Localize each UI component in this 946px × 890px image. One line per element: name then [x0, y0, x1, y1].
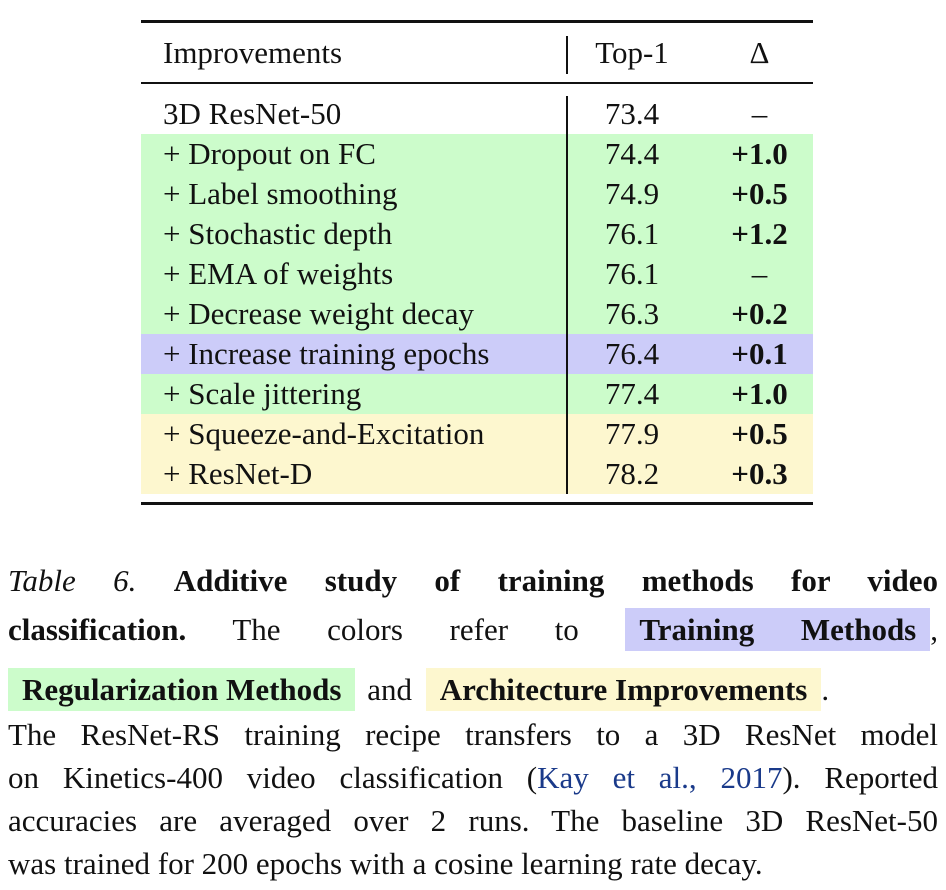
caption-line5-post: ). Reported	[782, 760, 938, 795]
table-row	[141, 334, 813, 374]
row-top1: 73.4	[604, 96, 660, 131]
row-top1: 74.4	[604, 136, 660, 171]
caption-intro: The colors refer to	[232, 612, 579, 647]
table-row	[141, 174, 813, 214]
caption-line-6: accuracies are averaged over 2 runs. The baseline 3D ResNet-50	[8, 803, 938, 838]
caption-line-4: The ResNet-RS training recipe transfers to a 3D ResNet model	[8, 717, 938, 752]
caption-line-2	[8, 609, 938, 651]
row-top1: 76.3	[604, 296, 660, 331]
row-delta: +1.2	[731, 216, 788, 251]
table-header-row	[141, 33, 813, 73]
row-top1: 76.1	[604, 256, 660, 291]
caption-line5-pre: on Kinetics-400 video classification (	[8, 760, 538, 795]
legend-chip-training: Training Methods	[625, 608, 930, 651]
row-delta: +0.2	[731, 296, 788, 331]
row-delta: –	[751, 256, 768, 291]
row-top1: 76.4	[604, 336, 660, 371]
row-delta: +0.5	[731, 176, 788, 211]
row-delta: +0.5	[731, 416, 788, 451]
row-name: + Increase training epochs	[163, 336, 490, 371]
row-name: + Scale jittering	[163, 376, 362, 411]
caption-line-3	[8, 669, 938, 711]
table-header-rule	[141, 82, 813, 84]
legend-chip-architecture: Architecture Improvements	[426, 668, 822, 711]
header-column-divider	[566, 36, 568, 74]
row-name: 3D ResNet-50	[163, 96, 342, 131]
caption-label: Table 6.	[8, 563, 137, 598]
caption-line-7: was trained for 200 epochs with a cosine learning rate decay.	[8, 846, 763, 881]
row-name: + Decrease weight decay	[163, 296, 474, 331]
legend-chip-regularization: Regularization Methods	[8, 668, 355, 711]
header-improvements: Improvements	[163, 35, 343, 70]
row-delta: +0.3	[731, 456, 788, 491]
row-top1: 77.9	[604, 416, 660, 451]
caption-period: .	[821, 672, 830, 707]
table-top-rule	[141, 20, 813, 23]
row-top1: 74.9	[604, 176, 660, 211]
row-name: + Stochastic depth	[163, 216, 393, 251]
row-delta: –	[751, 96, 768, 131]
row-name: + Squeeze-and-Excitation	[163, 416, 485, 451]
caption-and: and	[367, 672, 412, 707]
row-name: + EMA of weights	[163, 256, 394, 291]
table-row	[141, 374, 813, 414]
table-row	[141, 454, 813, 494]
row-delta: +1.0	[731, 376, 788, 411]
header-top1: Top-1	[595, 35, 669, 70]
table-row	[141, 294, 813, 334]
header-delta: Δ	[749, 35, 770, 70]
row-name: + Label smoothing	[163, 176, 398, 211]
table-row	[141, 414, 813, 454]
row-top1: 76.1	[604, 216, 660, 251]
table-row	[141, 94, 813, 134]
table-row	[141, 214, 813, 254]
table-row	[141, 254, 813, 294]
row-delta: +1.0	[731, 136, 788, 171]
row-top1: 77.4	[604, 376, 660, 411]
body-column-divider	[566, 96, 568, 494]
caption-comma: ,	[930, 612, 938, 647]
table-row	[141, 134, 813, 174]
caption-line-5	[8, 757, 938, 799]
caption-line-1	[8, 560, 938, 602]
row-name: + Dropout on FC	[163, 136, 376, 171]
row-name: + ResNet-D	[163, 456, 313, 491]
caption-title-part1: Additive study of training methods for video	[173, 563, 938, 598]
row-top1: 78.2	[604, 456, 660, 491]
citation-link[interactable]: Kay et al., 2017	[537, 760, 783, 795]
caption-title-part2: classification.	[8, 612, 187, 647]
table-bottom-rule	[141, 502, 813, 505]
row-delta: +0.1	[731, 336, 788, 371]
